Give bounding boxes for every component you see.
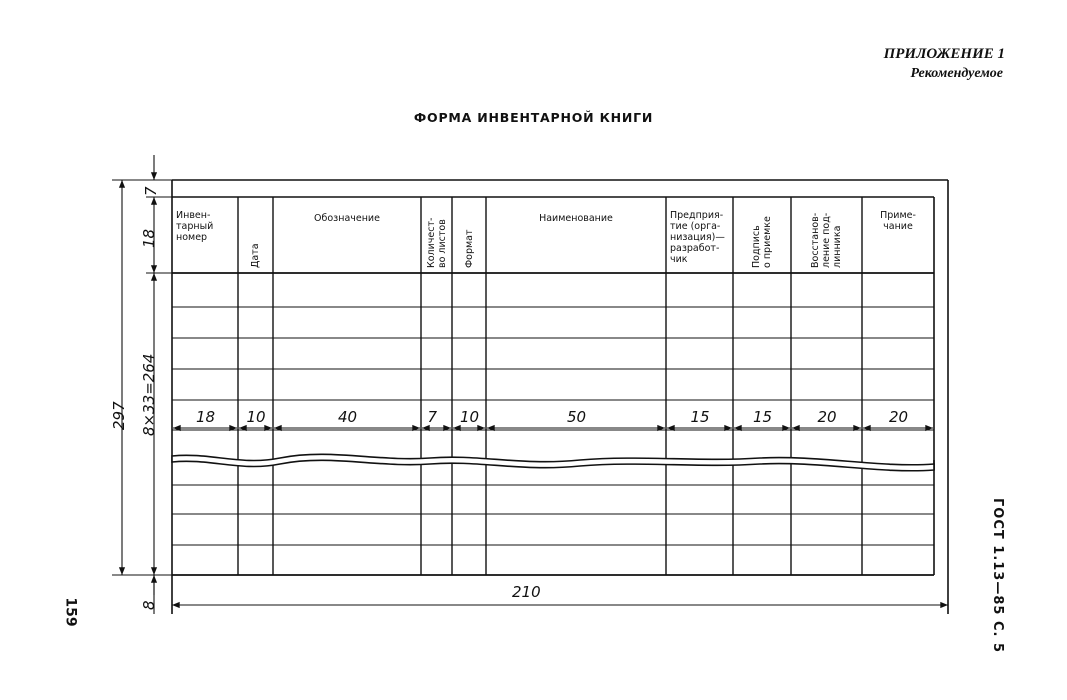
- gost-side-label: ГОСТ 1.13—85 С. 5: [990, 498, 1005, 654]
- column-width-label: 10: [246, 408, 266, 426]
- column-width-label: 40: [338, 408, 358, 426]
- column-header: Формат: [463, 229, 475, 268]
- column-header: Восстанов- ление под- линника: [810, 212, 843, 268]
- column-width-label: 7: [427, 408, 438, 426]
- column-width-label: 10: [460, 408, 480, 426]
- column-header: Дата: [250, 243, 261, 268]
- dim-264-label: 8×33=264: [140, 353, 158, 436]
- column-width-label: 18: [196, 408, 216, 426]
- column-width-label: 15: [690, 408, 710, 426]
- appendix-status: Рекомендуемое: [910, 66, 1003, 81]
- form-title: ФОРМА ИНВЕНТАРНОЙ КНИГИ: [413, 110, 654, 125]
- column-width-label: 15: [753, 408, 773, 426]
- column-width-label: 20: [817, 408, 837, 426]
- dim-8-label: 8: [140, 600, 158, 610]
- column-header: Обозначение: [314, 213, 380, 224]
- column-header: Количест- во листов: [425, 217, 448, 268]
- appendix-title: ПРИЛОЖЕНИЕ 1: [883, 46, 1005, 62]
- dim-7-label: 7: [142, 186, 160, 196]
- column-header: Приме- чание: [880, 210, 916, 232]
- dim-297-label: 297: [110, 401, 128, 430]
- page-number: 159: [62, 597, 79, 627]
- column-width-label: 50: [567, 408, 587, 426]
- dim-210-label: 210: [512, 583, 541, 601]
- break-line: [172, 454, 934, 470]
- column-header: Предприя- тие (орга- низация)— разработ- чик: [670, 210, 725, 265]
- column-width-label: 20: [889, 408, 909, 426]
- column-header: Подпись о приемке: [751, 216, 773, 268]
- column-header: Наименование: [539, 213, 613, 224]
- dim-18-label: 18: [140, 228, 158, 248]
- column-header: Инвен- тарный номер: [176, 210, 214, 243]
